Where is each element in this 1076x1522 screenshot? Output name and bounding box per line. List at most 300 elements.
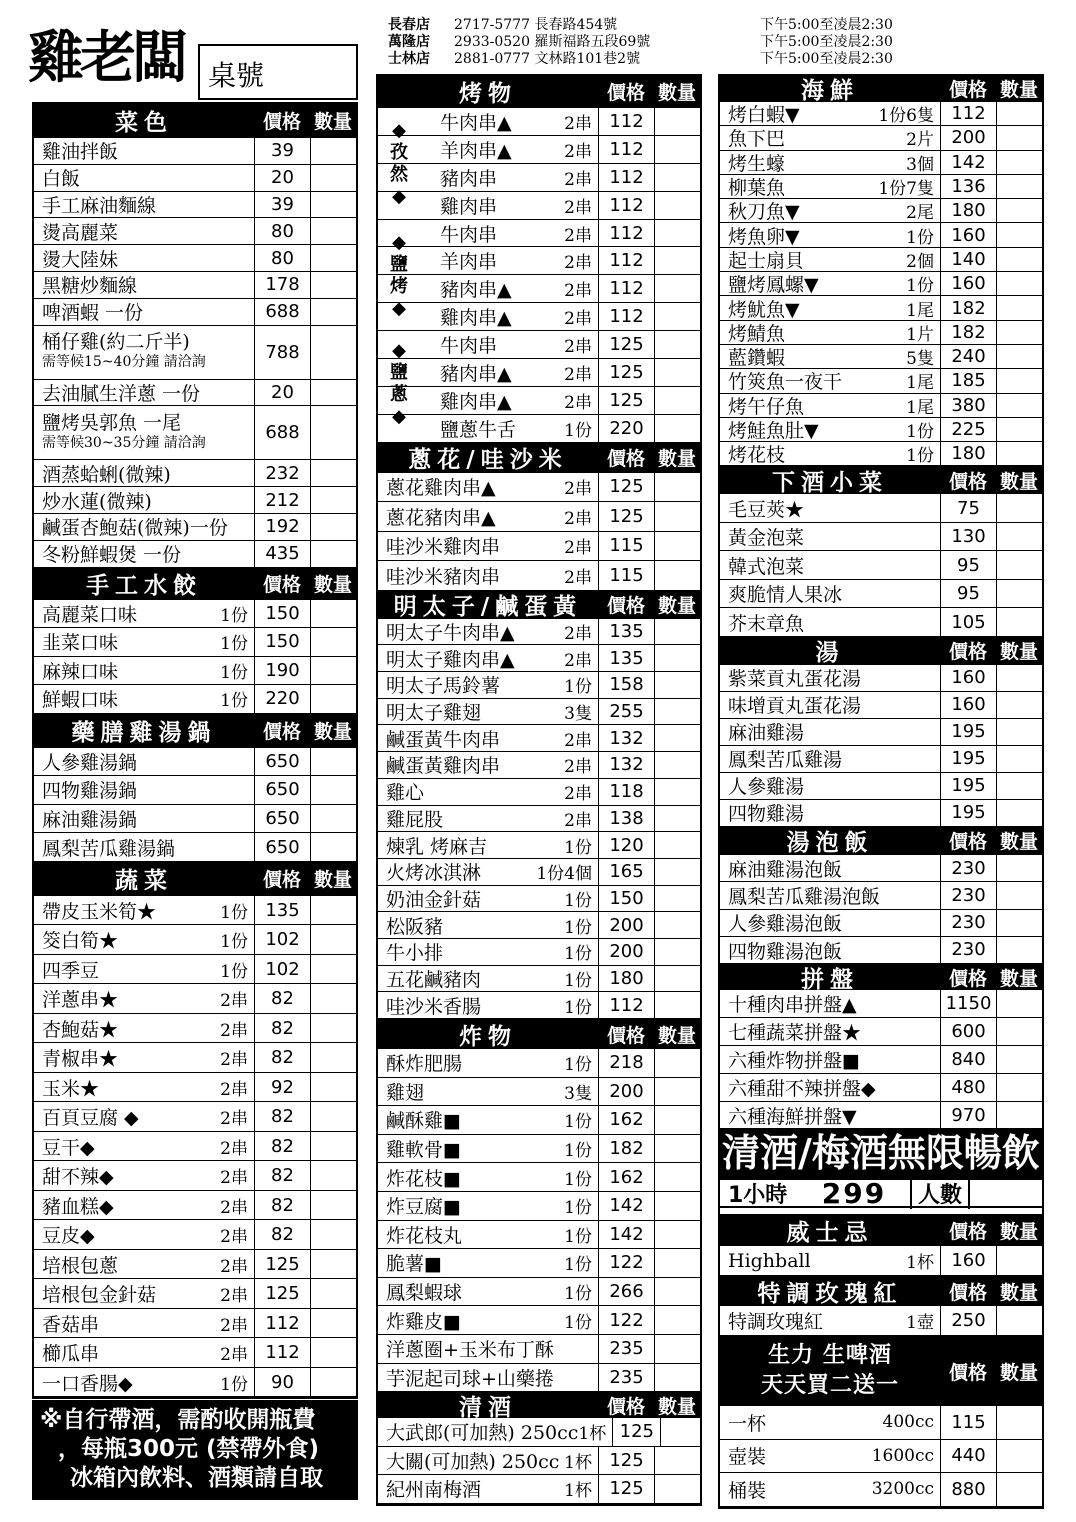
- qty-cell[interactable]: [654, 1249, 700, 1277]
- menu-item-row: [720, 1074, 1042, 1102]
- qty-cell[interactable]: [310, 406, 356, 459]
- item-price: 112: [598, 164, 654, 191]
- qty-cell[interactable]: [996, 345, 1042, 368]
- item-name: 烤生蠔 3個: [720, 151, 940, 174]
- item-name: 帶皮玉米筍★ 1份: [34, 896, 254, 925]
- qty-cell[interactable]: [996, 882, 1042, 908]
- qty-cell[interactable]: [310, 925, 356, 954]
- item-unit: 1壺: [906, 1313, 934, 1334]
- qty-cell[interactable]: [996, 296, 1042, 319]
- item-name: 七種蔬菜拼盤★: [728, 1022, 862, 1045]
- logo: 雞老闆: [28, 25, 184, 91]
- menu-item-row: [34, 984, 356, 1014]
- qty-cell[interactable]: [310, 1102, 356, 1131]
- item-name: 奶油金針菇 1份: [378, 886, 598, 912]
- item-price: 125: [612, 1418, 660, 1446]
- qty-cell[interactable]: [310, 1191, 356, 1220]
- menu-item-row: [378, 619, 700, 646]
- item-price: 162: [598, 1106, 654, 1134]
- qty-cell[interactable]: [996, 199, 1042, 222]
- item-unit: 2串: [564, 113, 592, 134]
- qty-cell[interactable]: [310, 380, 356, 406]
- salt-grill-label: ◆ 鹽 烤 ◆: [390, 232, 408, 319]
- qty-cell[interactable]: [654, 303, 700, 330]
- item-name: Highball 1杯: [720, 1246, 940, 1275]
- section-header-whisky: [720, 1214, 1042, 1246]
- menu-item-row: [378, 832, 700, 859]
- qty-cell[interactable]: [310, 272, 356, 298]
- qty-header: 數量: [999, 1281, 1038, 1304]
- qty-cell[interactable]: [310, 165, 356, 191]
- qty-cell[interactable]: [654, 699, 700, 725]
- item-price: 150: [254, 628, 310, 656]
- section-header-dishes: [34, 102, 356, 138]
- item-price: 480: [940, 1074, 996, 1101]
- qty-cell[interactable]: [654, 532, 700, 561]
- qty-cell[interactable]: [654, 992, 700, 1018]
- menu-item-row: [720, 296, 1042, 320]
- qty-cell[interactable]: [654, 1049, 700, 1077]
- item-name: 鳳梨苦瓜雞湯泡飯: [728, 885, 881, 908]
- qty-cell[interactable]: [654, 1475, 700, 1503]
- qty-cell[interactable]: [310, 896, 356, 925]
- price-header: 價格: [948, 1361, 987, 1384]
- qty-cell[interactable]: [310, 805, 356, 833]
- qty-cell[interactable]: [310, 1338, 356, 1367]
- item-price: 95: [940, 580, 996, 608]
- item-price: 112: [598, 220, 654, 247]
- qty-cell[interactable]: [654, 1335, 700, 1363]
- section-title: 湯: [815, 640, 845, 667]
- item-unit: 1尾: [906, 373, 934, 394]
- qty-cell[interactable]: [310, 1368, 356, 1397]
- item-name: 六種海鮮拼盤▼: [728, 1106, 857, 1129]
- price-header: 價格: [948, 78, 987, 101]
- item-price: 232: [254, 460, 310, 486]
- menu-item-row: [378, 886, 700, 913]
- item-price: 135: [254, 896, 310, 925]
- qty-cell[interactable]: [996, 151, 1042, 174]
- qty-cell[interactable]: [654, 502, 700, 531]
- qty-cell[interactable]: [654, 832, 700, 858]
- qty-cell[interactable]: [654, 886, 700, 912]
- menu-item-row: [720, 151, 1042, 175]
- item-price: 125: [254, 1279, 310, 1308]
- item-name: 酒蒸蛤蜊(微辣): [42, 463, 171, 486]
- qty-cell[interactable]: [654, 779, 700, 805]
- item-price: 142: [598, 1192, 654, 1220]
- item-price: 112: [940, 102, 996, 125]
- item-name: 四物雞湯鍋: [42, 780, 138, 803]
- menu-item-row: [720, 580, 1042, 609]
- table-number-box[interactable]: 桌號: [198, 44, 358, 100]
- qty-cell[interactable]: [996, 1046, 1042, 1073]
- item-name: 豬肉串▲ 2串: [378, 275, 598, 302]
- menu-item-row: [34, 1309, 356, 1339]
- qty-cell[interactable]: [996, 418, 1042, 441]
- qty-cell[interactable]: [654, 1221, 700, 1249]
- menu-item-row: [720, 523, 1042, 552]
- qty-header: 數量: [313, 110, 352, 133]
- item-name: 人參雞湯泡飯: [728, 913, 843, 936]
- item-name: 豆干◆ 2串: [34, 1132, 254, 1161]
- item-price: 92: [254, 1073, 310, 1102]
- item-name: 蔥花雞肉串▲ 2串: [378, 473, 598, 502]
- qty-cell[interactable]: [996, 990, 1042, 1017]
- item-name: 羊肉串▲ 2串: [378, 136, 598, 163]
- item-price: 20: [254, 380, 310, 406]
- menu-item-row: [720, 551, 1042, 580]
- item-name: 煉乳 烤麻吉 1份: [378, 832, 598, 858]
- qty-cell[interactable]: [310, 1309, 356, 1338]
- qty-cell[interactable]: [310, 748, 356, 776]
- menu-item-row: [34, 657, 356, 686]
- menu-item-row: [378, 752, 700, 779]
- section-title: 藥膳雞湯鍋: [71, 720, 217, 747]
- item-price: 112: [254, 1338, 310, 1367]
- item-name: 洋蔥圈+玉米布丁酥: [386, 1339, 554, 1362]
- qty-cell[interactable]: [996, 442, 1042, 465]
- item-name: 人參雞湯鍋: [42, 751, 138, 774]
- item-unit: 1尾: [906, 397, 934, 418]
- item-name: 大關(可加熱) 250cc 1杯: [378, 1447, 598, 1475]
- qty-header: 數量: [657, 81, 696, 104]
- qty-cell[interactable]: [996, 855, 1042, 881]
- qty-cell[interactable]: [654, 806, 700, 832]
- qty-cell[interactable]: [654, 164, 700, 191]
- qty-header: 數量: [313, 869, 352, 892]
- qty-cell[interactable]: [654, 561, 700, 590]
- item-unit: 1份: [564, 677, 592, 698]
- item-price: 180: [940, 442, 996, 465]
- qty-cell[interactable]: [996, 175, 1042, 198]
- item-name: 豬肉串 2串: [378, 164, 598, 191]
- qty-cell[interactable]: [654, 912, 700, 938]
- qty-cell[interactable]: [996, 580, 1042, 608]
- item-price: 600: [940, 1018, 996, 1045]
- qty-cell[interactable]: [654, 966, 700, 992]
- qty-header: 數量: [999, 1361, 1038, 1384]
- qty-cell[interactable]: [654, 359, 700, 386]
- qty-cell[interactable]: [310, 218, 356, 244]
- menu-item-row: [378, 912, 700, 939]
- qty-cell[interactable]: [310, 460, 356, 486]
- item-unit: 2串: [220, 1079, 248, 1100]
- item-name: 啤酒蝦 一份: [42, 302, 144, 325]
- qty-cell[interactable]: [310, 1014, 356, 1043]
- item-price: 970: [940, 1102, 996, 1129]
- item-name: 紀州南梅酒 1杯: [378, 1475, 598, 1503]
- item-price: 125: [254, 1250, 310, 1279]
- qty-cell[interactable]: [996, 1440, 1042, 1473]
- qty-cell[interactable]: [310, 1073, 356, 1102]
- qty-cell[interactable]: [654, 1192, 700, 1220]
- item-name: 哇沙米香腸 1份: [378, 992, 598, 1018]
- item-name: 芥末章魚: [728, 612, 805, 635]
- menu-item-row: [378, 387, 700, 415]
- cumin-label: ◆ 孜 然 ◆: [390, 120, 408, 207]
- item-price: 880: [940, 1473, 996, 1506]
- qty-cell[interactable]: [654, 220, 700, 247]
- qty-cell[interactable]: [654, 415, 700, 442]
- qty-cell[interactable]: [310, 138, 356, 164]
- section-header-rose: [720, 1276, 1042, 1306]
- item-name: 大武郎(可加熱) 250cc 1杯: [378, 1418, 612, 1446]
- item-name: 豬血糕◆ 2串: [34, 1191, 254, 1220]
- menu-item-row: [378, 992, 700, 1019]
- qty-cell[interactable]: [996, 665, 1042, 691]
- item-price: 212: [254, 487, 310, 513]
- section-title: 蔥花/哇沙米: [408, 447, 568, 474]
- item-name: 炸花枝■ 1份: [378, 1163, 598, 1191]
- menu-item-row: [378, 1306, 700, 1335]
- item-price: 135: [598, 619, 654, 645]
- qty-cell[interactable]: [996, 551, 1042, 579]
- qty-cell[interactable]: [310, 628, 356, 656]
- qty-cell[interactable]: [310, 487, 356, 513]
- menu-item-row: [378, 859, 700, 886]
- qty-cell[interactable]: [310, 1161, 356, 1190]
- qty-cell[interactable]: [996, 719, 1042, 745]
- qty-cell[interactable]: [654, 725, 700, 751]
- section-title: 手工水餃: [86, 573, 202, 600]
- qty-cell[interactable]: [996, 773, 1042, 799]
- qty-cell[interactable]: [310, 776, 356, 804]
- item-unit: 2串: [564, 624, 592, 645]
- branch-list: [388, 17, 948, 68]
- item-unit: 2串: [220, 1227, 248, 1248]
- item-price: 150: [598, 886, 654, 912]
- menu-item-row: [378, 1278, 700, 1307]
- qty-cell[interactable]: [654, 473, 700, 502]
- item-price: 118: [598, 779, 654, 805]
- menu-item-row: [34, 326, 356, 380]
- item-unit: 3個: [906, 154, 934, 175]
- qty-cell[interactable]: [996, 102, 1042, 125]
- item-unit: 3隻: [564, 1083, 592, 1104]
- menu-item-row: [378, 966, 700, 993]
- item-unit: 1份: [564, 997, 592, 1018]
- qty-cell[interactable]: [310, 326, 356, 379]
- item-price: 160: [940, 665, 996, 691]
- item-price: 788: [254, 326, 310, 379]
- item-name: 鹽烤吳郭魚 一尾 需等候30~35分鐘 請洽詢: [42, 411, 206, 451]
- qty-cell[interactable]: [654, 275, 700, 302]
- menu-item-row: [720, 175, 1042, 199]
- item-name: 雞翅 3隻: [378, 1078, 598, 1106]
- qty-cell[interactable]: [996, 1473, 1042, 1506]
- qty-cell[interactable]: [996, 494, 1042, 522]
- menu-item-row: [720, 345, 1042, 369]
- qty-cell[interactable]: [310, 299, 356, 325]
- item-price: 165: [598, 859, 654, 885]
- qty-cell[interactable]: [996, 272, 1042, 295]
- item-price: 20: [254, 165, 310, 191]
- item-name: 培根包金針菇 2串: [34, 1279, 254, 1308]
- qty-cell[interactable]: [996, 800, 1042, 826]
- item-price: 435: [254, 541, 310, 567]
- menu-item-row: [720, 882, 1042, 909]
- item-price: 230: [940, 855, 996, 881]
- qty-cell[interactable]: [996, 1074, 1042, 1101]
- qty-cell[interactable]: [310, 1132, 356, 1161]
- qty-cell[interactable]: [996, 126, 1042, 149]
- qty-header: 數量: [999, 78, 1038, 101]
- item-price: 39: [254, 192, 310, 218]
- qty-cell[interactable]: [654, 1447, 700, 1475]
- qty-cell[interactable]: [310, 192, 356, 218]
- qty-cell[interactable]: [654, 645, 700, 671]
- item-unit: 1份: [906, 276, 934, 297]
- item-name: 烤魷魚▼ 1尾: [720, 296, 940, 319]
- qty-cell[interactable]: [310, 1279, 356, 1308]
- item-name: 黃金泡菜: [728, 527, 805, 550]
- menu-item-row: [378, 806, 700, 833]
- qty-cell[interactable]: [310, 984, 356, 1013]
- qty-cell[interactable]: [996, 394, 1042, 417]
- qty-cell[interactable]: [654, 136, 700, 163]
- qty-cell[interactable]: [660, 1418, 700, 1446]
- qty-cell[interactable]: [654, 752, 700, 778]
- qty-cell[interactable]: [654, 939, 700, 965]
- item-unit: 1份: [564, 1198, 592, 1219]
- price-header: 價格: [606, 595, 645, 618]
- item-unit: 1600cc: [871, 1445, 934, 1466]
- qty-cell[interactable]: [654, 331, 700, 358]
- qty-cell[interactable]: [654, 387, 700, 414]
- item-price: 150: [254, 600, 310, 628]
- qty-cell[interactable]: [654, 1135, 700, 1163]
- menu-item-row: [34, 776, 356, 805]
- qty-cell[interactable]: [996, 248, 1042, 271]
- menu-item-row: [720, 1102, 1042, 1130]
- qty-header: 數量: [999, 470, 1038, 493]
- qty-cell[interactable]: [310, 245, 356, 271]
- qty-cell[interactable]: [654, 619, 700, 645]
- qty-cell[interactable]: [310, 514, 356, 540]
- item-name: 一口香腸◆ 1份: [34, 1368, 254, 1397]
- qty-cell[interactable]: [310, 541, 356, 567]
- menu-item-row: [34, 406, 356, 460]
- section-header-rice: [720, 827, 1042, 855]
- item-unit: 2串: [220, 991, 248, 1012]
- item-price: 122: [598, 1249, 654, 1277]
- qty-cell[interactable]: [310, 600, 356, 628]
- qty-cell[interactable]: [654, 1306, 700, 1334]
- qty-cell[interactable]: [654, 108, 700, 135]
- qty-cell[interactable]: [310, 685, 356, 713]
- item-unit: 1杯: [564, 1481, 592, 1502]
- item-unit: 1份: [564, 1312, 592, 1333]
- qty-cell[interactable]: [996, 608, 1042, 636]
- item-name: 烤鯖魚 1片: [720, 321, 940, 344]
- item-name: 鹽蔥牛舌 1份: [378, 415, 598, 442]
- price-header: 價格: [948, 470, 987, 493]
- item-price: 688: [254, 299, 310, 325]
- menu-item-row: [720, 910, 1042, 937]
- item-unit: 2串: [564, 757, 592, 778]
- item-price: 125: [598, 387, 654, 414]
- qty-cell[interactable]: [996, 321, 1042, 344]
- menu-item-row: [378, 532, 700, 562]
- qty-cell[interactable]: [996, 369, 1042, 392]
- item-price: 182: [940, 296, 996, 319]
- menu-item-row: [720, 1473, 1042, 1507]
- qty-cell[interactable]: [654, 672, 700, 698]
- qty-cell[interactable]: [654, 859, 700, 885]
- qty-cell[interactable]: [996, 223, 1042, 246]
- qty-cell[interactable]: [654, 1364, 700, 1392]
- menu-item-row: [34, 748, 356, 777]
- item-price: 82: [254, 1102, 310, 1131]
- item-name: 炸雞皮■ 1份: [378, 1306, 598, 1334]
- item-unit: 2尾: [906, 203, 934, 224]
- qty-cell[interactable]: [310, 1250, 356, 1279]
- price-header: 價格: [262, 869, 301, 892]
- qty-cell[interactable]: [654, 192, 700, 219]
- menu-item-row: [378, 1078, 700, 1107]
- qty-cell[interactable]: [310, 1043, 356, 1072]
- item-name: 麻辣口味 1份: [34, 657, 254, 685]
- qty-cell[interactable]: [310, 657, 356, 685]
- qty-cell[interactable]: [996, 1246, 1042, 1275]
- item-price: 235: [598, 1335, 654, 1363]
- section-header-seafood: [720, 74, 1042, 102]
- item-name: 韓式泡菜: [728, 555, 805, 578]
- qty-cell[interactable]: [310, 955, 356, 984]
- qty-cell[interactable]: [996, 746, 1042, 772]
- menu-item-row: [720, 1306, 1042, 1336]
- section-title: 炸物: [459, 1023, 517, 1050]
- qty-cell[interactable]: [310, 1220, 356, 1249]
- item-unit: 1份: [220, 961, 248, 982]
- item-price: 220: [598, 415, 654, 442]
- qty-cell[interactable]: [654, 1078, 700, 1106]
- item-unit: 1份: [564, 917, 592, 938]
- qty-cell[interactable]: [996, 1406, 1042, 1439]
- qty-cell[interactable]: [996, 910, 1042, 936]
- item-price: 200: [598, 912, 654, 938]
- qty-cell[interactable]: [310, 833, 356, 861]
- item-price: 440: [940, 1440, 996, 1473]
- qty-cell[interactable]: [654, 1278, 700, 1306]
- item-name: 杏鮑菇★ 2串: [34, 1014, 254, 1043]
- qty-cell[interactable]: [996, 1306, 1042, 1335]
- menu-item-row: [34, 833, 356, 862]
- item-unit: 2串: [220, 1050, 248, 1071]
- qty-header: 數量: [657, 595, 696, 618]
- qty-cell[interactable]: [996, 523, 1042, 551]
- qty-cell[interactable]: [996, 937, 1042, 963]
- qty-cell[interactable]: [996, 692, 1042, 718]
- item-price: 185: [940, 369, 996, 392]
- item-unit: 2串: [564, 538, 592, 559]
- menu-item-row: [378, 136, 700, 164]
- price-header: 價格: [948, 967, 987, 990]
- item-unit: 2串: [220, 1197, 248, 1218]
- qty-cell[interactable]: [654, 247, 700, 274]
- section-title: 特調玫瑰紅: [757, 1280, 903, 1307]
- item-price: 75: [940, 494, 996, 522]
- item-name: 鹹蛋黃雞肉串 2串: [378, 752, 598, 778]
- qty-cell[interactable]: [996, 1018, 1042, 1045]
- qty-cell[interactable]: [654, 1106, 700, 1134]
- item-unit: 1份: [564, 970, 592, 991]
- qty-cell[interactable]: [654, 1163, 700, 1191]
- qty-cell[interactable]: [996, 1102, 1042, 1129]
- menu-item-row: [378, 1249, 700, 1278]
- item-name: 手工麻油麵線: [42, 195, 157, 217]
